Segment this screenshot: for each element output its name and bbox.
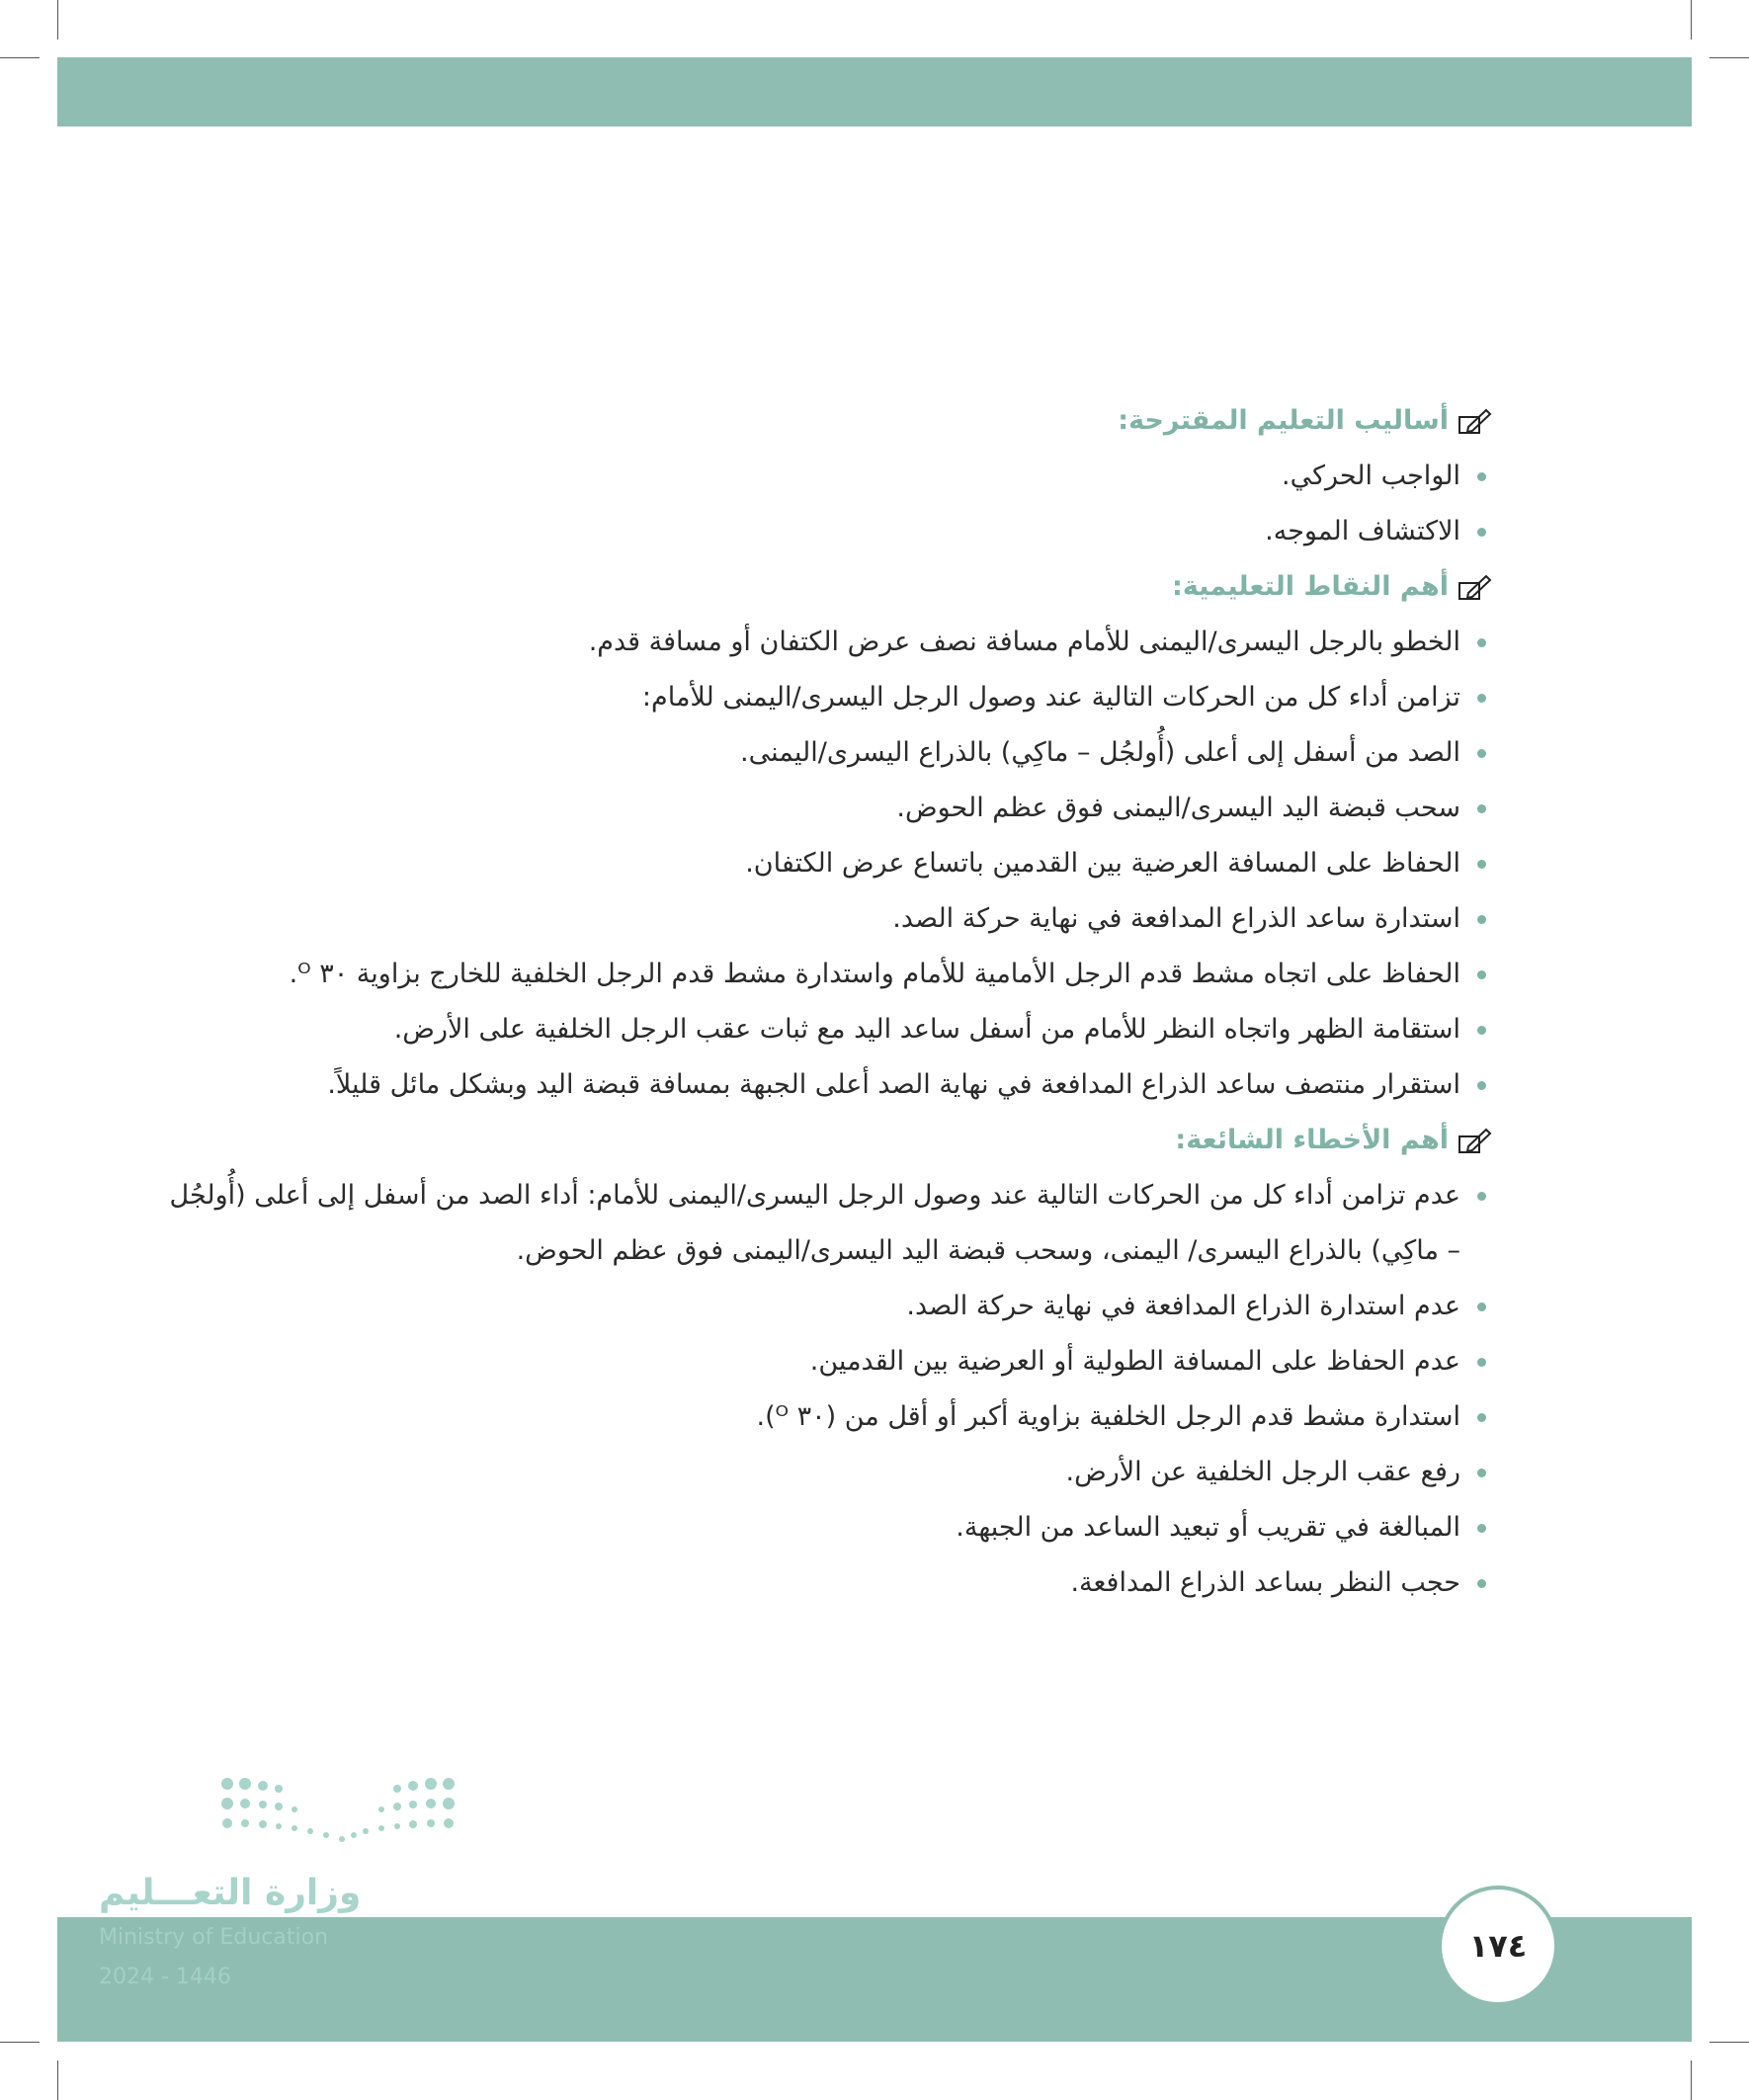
bullet-icon [1477, 1081, 1486, 1090]
page-content [168, 393, 1492, 1611]
ministry-logo-icon [215, 1774, 462, 1853]
list-item: الحفاظ على اتجاه مشط قدم الرجل الأمامية للأمام واستدارة مشط قدم الرجل الخلفية للخارج بزاوية ٣٠ ᴼ. [168, 947, 1492, 1002]
bullet-icon [1477, 694, 1486, 703]
page-number: ١٧٤ [1438, 1886, 1558, 2006]
pencil-note-icon [1458, 573, 1492, 603]
list-item: سحب قبضة اليد اليسرى/اليمنى فوق عظم الحوض. [168, 781, 1492, 836]
list-item: الحفاظ على المسافة العرضية بين القدمين باتساع عرض الكتفان. [168, 836, 1492, 891]
section-heading-common-mistakes: أهم الأخطاء الشائعة: [168, 1113, 1492, 1168]
bullet-icon [1477, 1302, 1486, 1311]
list-item: رفع عقب الرجل الخلفية عن الأرض. [168, 1445, 1492, 1500]
ministry-name-english: Ministry of Education [99, 1925, 329, 1950]
list-item: الواجب الحركي. [168, 449, 1492, 504]
bullet-icon [1477, 804, 1486, 813]
bullet-icon [1477, 860, 1486, 869]
list-item: استقامة الظهر واتجاه النظر للأمام من أسفل ساعد اليد مع ثبات عقب الرجل الخلفية على الأرض. [168, 1002, 1492, 1057]
crop-mark [57, 0, 58, 40]
bullet-icon [1477, 970, 1486, 979]
list-item: المبالغة في تقريب أو تبعيد الساعد من الجبهة. [168, 1500, 1492, 1555]
header-band [57, 57, 1692, 126]
bullet-icon [1477, 1192, 1486, 1201]
crop-mark [57, 2060, 58, 2100]
bullet-icon [1477, 1358, 1486, 1367]
ministry-name-arabic: وزارة التعـــليم [99, 1873, 362, 1913]
bullet-icon [1477, 1524, 1486, 1533]
bullet-icon [1477, 1026, 1486, 1035]
list-item: الاكتشاف الموجه. [168, 504, 1492, 559]
section-heading-methods: أساليب التعليم المقترحة: [168, 393, 1492, 449]
crop-mark [1709, 2042, 1749, 2043]
bullet-icon [1477, 528, 1486, 537]
list-item: عدم الحفاظ على المسافة الطولية أو العرضية بين القدمين. [168, 1334, 1492, 1389]
ministry-year: 2024 - 1446 [99, 1965, 231, 1989]
crop-mark [1691, 2060, 1692, 2100]
list-item: استدارة ساعد الذراع المدافعة في نهاية حركة الصد. [168, 891, 1492, 947]
list-item: استدارة مشط قدم الرجل الخلفية بزاوية أكبر أو أقل من (٣٠ ᴼ). [168, 1389, 1492, 1445]
list-item: تزامن أداء كل من الحركات التالية عند وصول الرجل اليسرى/اليمنى للأمام: [168, 670, 1492, 725]
list-item: عدم تزامن أداء كل من الحركات التالية عند وصول الرجل اليسرى/اليمنى للأمام: أداء الصد من أسفل إلى أعلى (أُولجُل [168, 1168, 1492, 1223]
bullet-icon [1477, 915, 1486, 924]
pencil-note-icon [1458, 1127, 1492, 1156]
list-item-continuation: – ماكِي) بالذراع اليسرى/ اليمنى، وسحب قبضة اليد اليسرى/اليمنى فوق عظم الحوض. [516, 1235, 1460, 1266]
bullet-icon [1477, 638, 1486, 647]
crop-mark [1691, 0, 1692, 40]
bullet-icon [1477, 749, 1486, 758]
list-item: الصد من أسفل إلى أعلى (أُولجُل – ماكِي) بالذراع اليسرى/اليمنى. [168, 725, 1492, 781]
section-heading-key-points: أهم النقاط التعليمية: [168, 559, 1492, 615]
bullet-icon [1477, 472, 1486, 481]
list-item: استقرار منتصف ساعد الذراع المدافعة في نهاية الصد أعلى الجبهة بمسافة قبضة اليد وبشكل مائل قليلاً. [168, 1057, 1492, 1113]
crop-mark [0, 2042, 40, 2043]
bullet-icon [1477, 1413, 1486, 1422]
crop-mark [1709, 57, 1749, 58]
list-item: عدم استدارة الذراع المدافعة في نهاية حركة الصد. [168, 1279, 1492, 1334]
crop-mark [0, 57, 40, 58]
pencil-note-icon [1458, 407, 1492, 437]
bullet-icon [1477, 1579, 1486, 1588]
list-item: حجب النظر بساعد الذراع المدافعة. [168, 1555, 1492, 1611]
list-item: الخطو بالرجل اليسرى/اليمنى للأمام مسافة نصف عرض الكتفان أو مسافة قدم. [168, 615, 1492, 670]
bullet-icon [1477, 1469, 1486, 1477]
